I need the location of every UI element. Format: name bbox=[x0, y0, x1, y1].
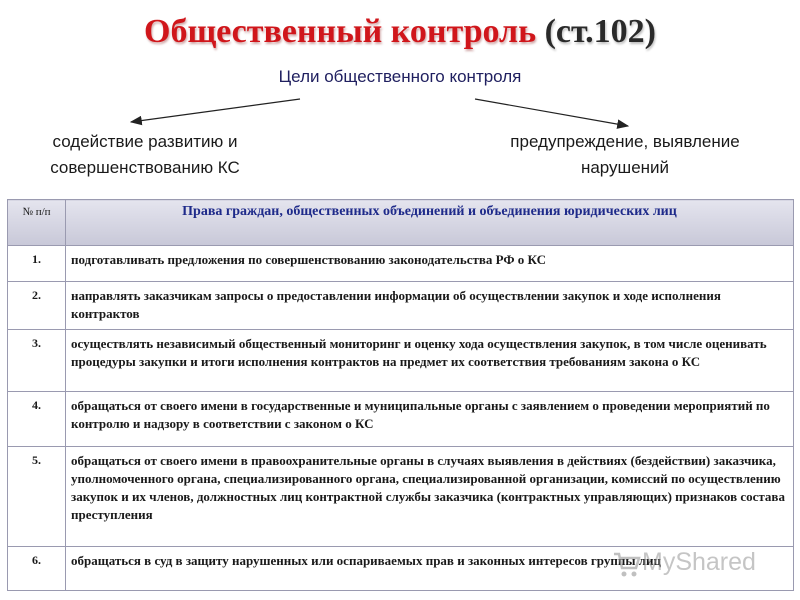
row-text: подготавливать предложения по совершенствованию законодательства РФ о КС bbox=[66, 246, 794, 282]
arrow-left bbox=[131, 99, 300, 122]
row-number: 5. bbox=[8, 447, 66, 547]
goal-prevention: предупреждение, выявление нарушений bbox=[510, 132, 740, 177]
table-row bbox=[8, 330, 794, 392]
row-number: 4. bbox=[8, 392, 66, 447]
table-row bbox=[8, 392, 794, 447]
arrow-right bbox=[475, 99, 628, 126]
row-text: обращаться от своего имени в государственные и муниципальные органы с заявлением о проведении мероприятий по контролю и надзору в соответствии с законом о КС bbox=[66, 392, 794, 447]
table-header-row bbox=[8, 200, 794, 246]
table-row bbox=[8, 246, 794, 282]
table-row bbox=[8, 447, 794, 547]
watermark-text: MyShared bbox=[642, 548, 756, 576]
row-number: 3. bbox=[8, 330, 66, 392]
cart-icon bbox=[612, 550, 642, 580]
row-number: 6. bbox=[8, 547, 66, 591]
column-header-number: № п/п bbox=[8, 200, 66, 246]
goal-development: содействие развитию и совершенствованию КС bbox=[50, 132, 240, 177]
rights-table bbox=[7, 199, 794, 591]
title-article-ref: (ст.102) bbox=[544, 13, 656, 50]
title-main: Общественный контроль bbox=[144, 13, 537, 50]
row-text: направлять заказчикам запросы о предоставлении информации об осуществлении закупок и ходе исполнения контрактов bbox=[66, 282, 794, 330]
row-number: 1. bbox=[8, 246, 66, 282]
row-number: 2. bbox=[8, 282, 66, 330]
goals-heading: Цели общественного контроля bbox=[278, 67, 522, 86]
column-header-rights: Права граждан, общественных объединений и объединения юридических лиц bbox=[66, 200, 794, 246]
table-row bbox=[8, 282, 794, 330]
rights-table-container bbox=[7, 199, 793, 591]
row-text: обращаться в суд в защиту нарушенных или оспариваемых прав и законных интересов группы лиц bbox=[66, 547, 794, 591]
row-text: осуществлять независимый общественный мониторинг и оценку хода осуществления закупок, в том числе оценивать процедуры закупки и итоги исполнения контрактов на предмет их соответствия требованиям закона о КС bbox=[66, 330, 794, 392]
row-text: обращаться от своего имени в правоохранительные органы в случаях выявления в действиях (бездействии) заказчика, уполномоченного органа, специализированного органа, специализированной организации, комиссий по осуществлению закупок и их членов, должностных лиц контрактной службы заказчика (контрактных управляющих) признаков состава преступления bbox=[66, 447, 794, 547]
